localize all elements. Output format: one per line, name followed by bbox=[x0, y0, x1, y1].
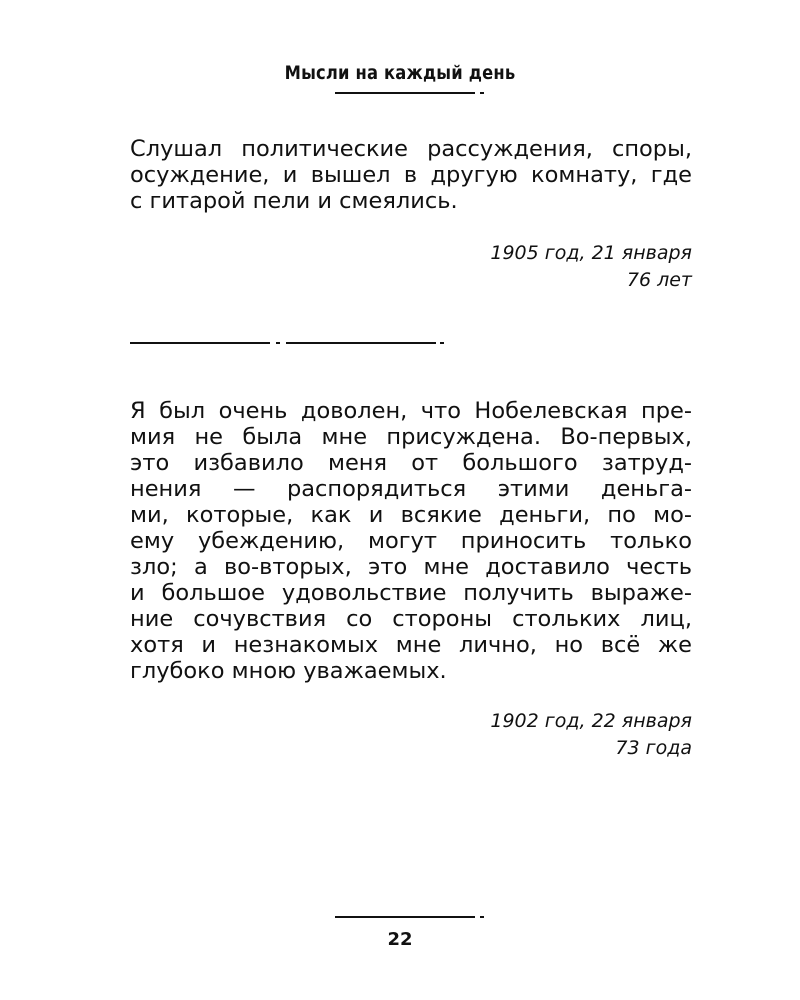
entry-age: 73 года bbox=[615, 737, 692, 759]
footer-rule bbox=[335, 916, 475, 918]
entry-text bbox=[130, 136, 692, 214]
entry-attribution bbox=[130, 708, 692, 762]
text-line: ние сочувствия со стороны стольких лиц, bbox=[130, 606, 692, 632]
text-line: Слушал политические рассуждения, споры, bbox=[130, 136, 692, 162]
text-line: глубоко мною уважаемых. bbox=[130, 658, 447, 684]
text-line: осуждение, и вышел в другую комнату, где bbox=[130, 162, 692, 188]
footer-rule-dot bbox=[480, 916, 484, 918]
running-header: Мысли на каждый день bbox=[284, 62, 516, 84]
text-line: это избавило меня от большого затруд- bbox=[130, 450, 692, 476]
page-number: 22 bbox=[387, 929, 413, 950]
header-rule-dot bbox=[480, 92, 484, 94]
text-line: и большое удовольствие получить выраже- bbox=[130, 580, 692, 606]
entry-attribution bbox=[130, 240, 692, 294]
text-line: с гитарой пели и смеялись. bbox=[130, 188, 458, 214]
text-line: нения — распорядиться этими деньга- bbox=[130, 476, 692, 502]
text-line: мия не была мне присуждена. Во-первых, bbox=[130, 424, 692, 450]
text-line: Я был очень доволен, что Нобелевская пре- bbox=[130, 398, 692, 424]
text-line: зло; а во-вторых, это мне доставило честь bbox=[130, 554, 692, 580]
separator-dot bbox=[440, 342, 444, 344]
separator-rule-left bbox=[130, 342, 270, 344]
entry-text bbox=[130, 398, 692, 684]
entry-date: 1902 год, 22 января bbox=[490, 710, 692, 732]
separator-dot bbox=[276, 342, 280, 344]
separator-rule-right bbox=[286, 342, 436, 344]
text-line: ми, которые, как и всякие деньги, по мо- bbox=[130, 502, 692, 528]
header-rule bbox=[335, 92, 475, 94]
entry-age: 76 лет bbox=[626, 269, 692, 291]
text-line: хотя и незнакомых мне лично, но всё же bbox=[130, 632, 692, 658]
text-line: ему убеждению, могут приносить только bbox=[130, 528, 692, 554]
entry-date: 1905 год, 21 января bbox=[490, 242, 692, 264]
